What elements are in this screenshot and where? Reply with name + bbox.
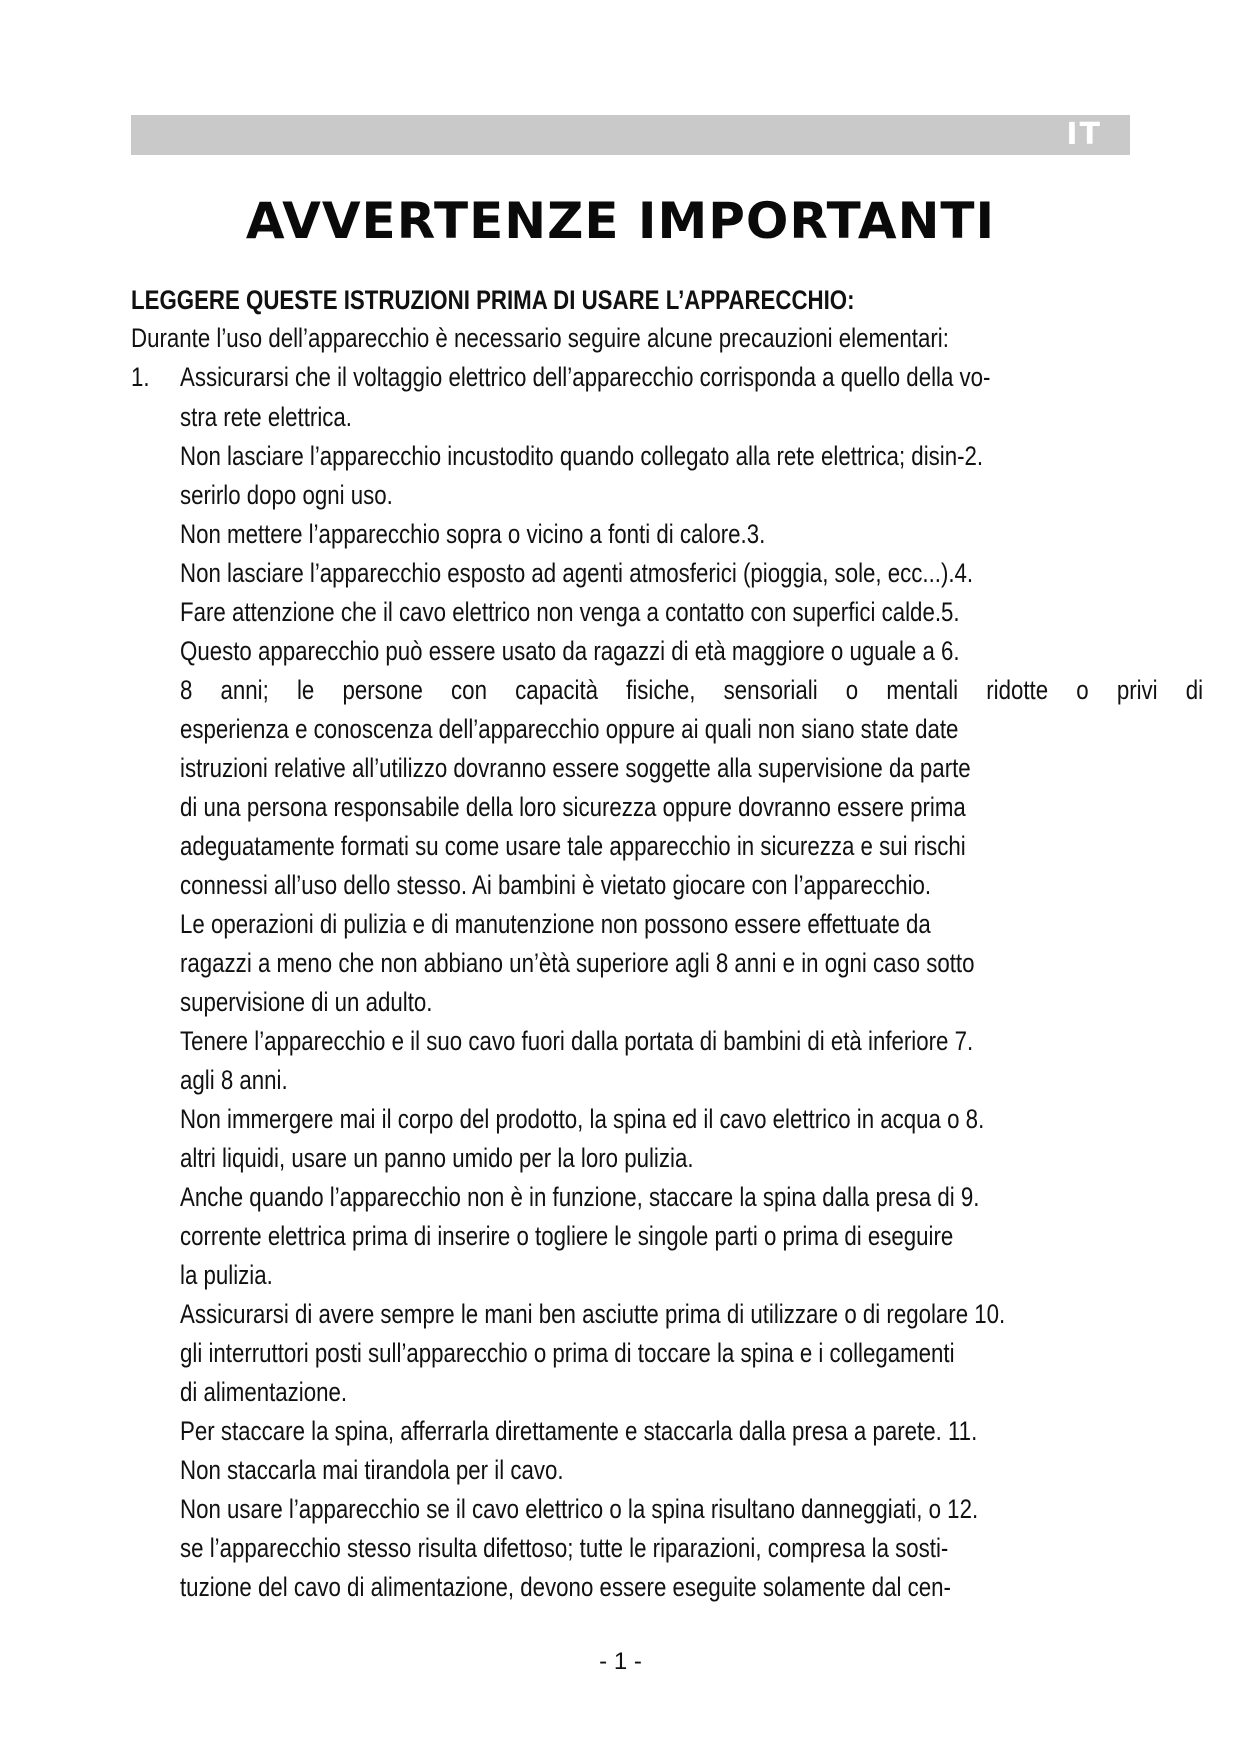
list-line: di una persona responsabile della loro sicurezza oppure dovranno essere prima — [180, 792, 966, 822]
list-line: Non lasciare l’apparecchio incustodito quando collegato alla rete elettrica; disin-2. — [180, 441, 984, 471]
list-line: Tenere l’apparecchio e il suo cavo fuori dalla portata di bambini di età inferiore 7. — [180, 1026, 974, 1056]
list-line: gli interruttori posti sull’apparecchio o prima di toccare la spina e i collegamenti — [180, 1338, 955, 1368]
list-line: supervisione di un adulto. — [180, 987, 433, 1017]
intro-heading: LEGGERE QUESTE ISTRUZIONI PRIMA DI USARE L’APPARECCHIO: — [131, 285, 855, 315]
list-line: esperienza e conoscenza dell’apparecchio oppure ai quali non siano state date — [180, 714, 959, 744]
list-line: Assicurarsi di avere sempre le mani ben asciutte prima di utilizzare o di regolare 10. — [180, 1299, 1006, 1329]
list-line: Non mettere l’apparecchio sopra o vicino a fonti di calore.3. — [180, 519, 766, 549]
list-line: Fare attenzione che il cavo elettrico non venga a contatto con superfici calde.5. — [180, 597, 960, 627]
list-line: se l’apparecchio stesso risulta difettoso; tutte le riparazioni, compresa la sosti- — [180, 1533, 949, 1563]
list-line: Non immergere mai il corpo del prodotto, la spina ed il cavo elettrico in acqua o 8. — [180, 1104, 985, 1134]
list-line: Assicurarsi che il voltaggio elettrico dell’apparecchio corrisponda a quello della vo- — [180, 362, 991, 392]
list-line: Per staccare la spina, afferrarla direttamente e staccarla dalla presa a parete. 11. — [180, 1416, 978, 1446]
list-line: altri liquidi, usare un panno umido per la loro pulizia. — [180, 1143, 694, 1173]
list-line: Non lasciare l’apparecchio esposto ad agenti atmosferici (pioggia, sole, ecc...).4. — [180, 558, 974, 588]
page-number: - 1 - — [599, 1648, 642, 1675]
page-title: AVVERTENZE IMPORTANTI — [245, 192, 996, 250]
list-line: Anche quando l’apparecchio non è in funzione, staccare la spina dalla presa di 9. — [180, 1182, 980, 1212]
list-line: la pulizia. — [180, 1260, 273, 1290]
list-line: 8 anni; le persone con capacità fisiche, sensoriali o mentali ridotte o privi di — [180, 675, 1204, 705]
item-number: 1. — [131, 362, 150, 392]
list-line: tuzione del cavo di alimentazione, devono essere eseguite solamente dal cen- — [180, 1572, 951, 1602]
list-line: serirlo dopo ogni uso. — [180, 480, 393, 510]
list-line: istruzioni relative all’utilizzo dovranno essere soggette alla supervisione da parte — [180, 753, 971, 783]
list-line: agli 8 anni. — [180, 1065, 288, 1095]
list-line: Le operazioni di pulizia e di manutenzione non possono essere effettuate da — [180, 909, 931, 939]
list-line: corrente elettrica prima di inserire o togliere le singole parti o prima di eseguire — [180, 1221, 954, 1251]
intro-subtitle: Durante l’uso dell’apparecchio è necessario seguire alcune precauzioni elementari: — [131, 323, 949, 353]
list-line: di alimentazione. — [180, 1377, 348, 1407]
list-line: Questo apparecchio può essere usato da ragazzi di età maggiore o uguale a 6. — [180, 636, 960, 666]
list-line: ragazzi a meno che non abbiano un’ètà superiore agli 8 anni e in ogni caso sotto — [180, 948, 975, 978]
list-line: stra rete elettrica. — [180, 402, 352, 432]
list-line: adeguatamente formati su come usare tale apparecchio in sicurezza e sui rischi — [180, 831, 966, 861]
list-line: connessi all’uso dello stesso. Ai bambini è vietato giocare con l’apparecchio. — [180, 870, 932, 900]
list-line: Non usare l’apparecchio se il cavo elettrico o la spina risultano danneggiati, o 12. — [180, 1494, 979, 1524]
list-line: Non staccarla mai tirandola per il cavo. — [180, 1455, 564, 1485]
language-bar — [131, 115, 1130, 155]
language-code: IT — [1066, 117, 1102, 152]
